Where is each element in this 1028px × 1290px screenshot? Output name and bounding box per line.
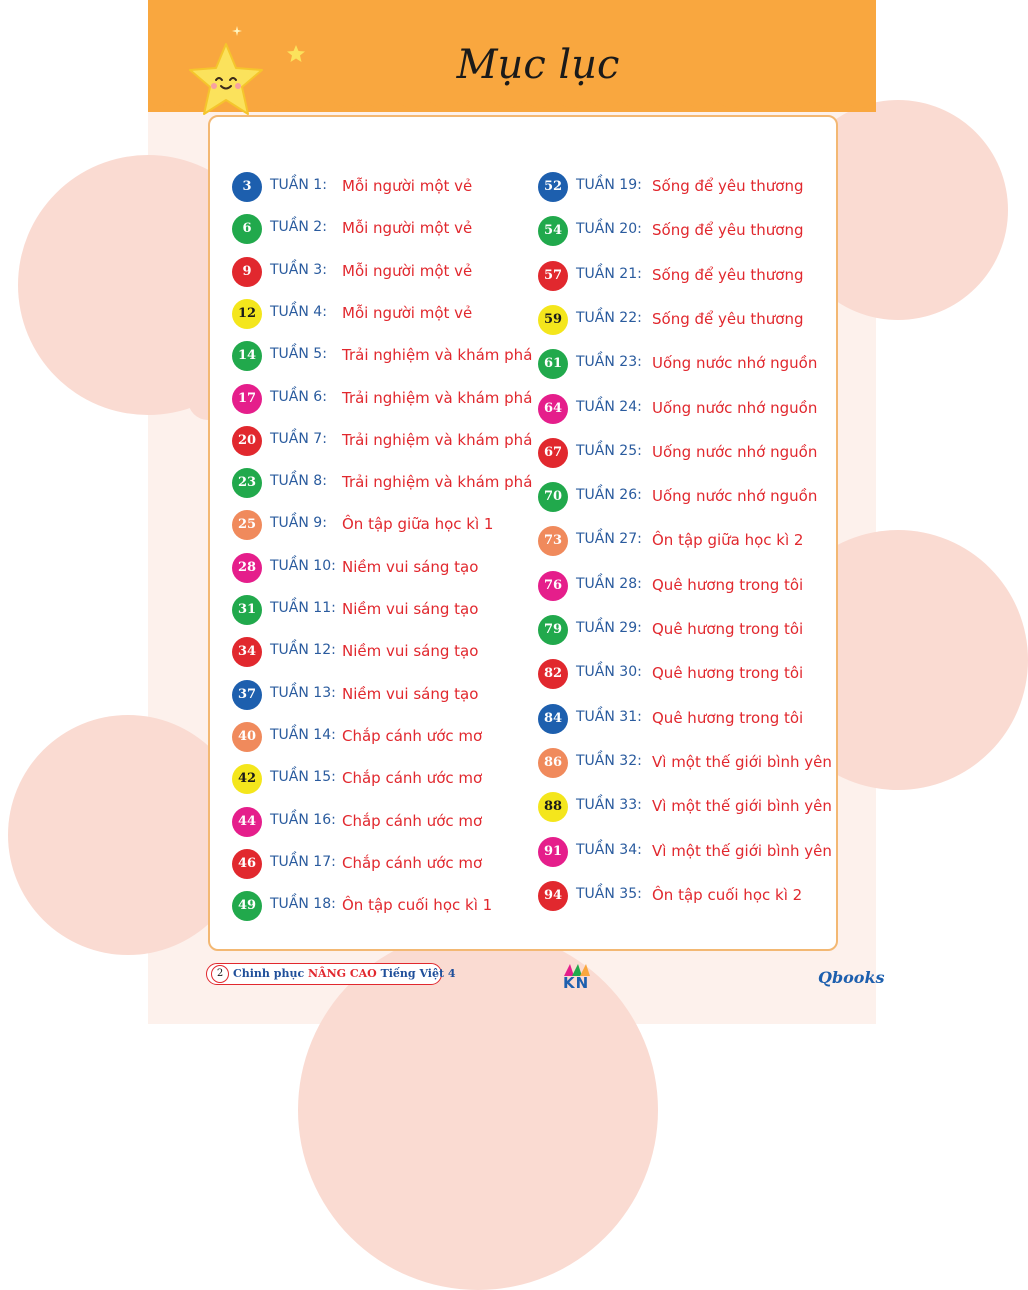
publisher-logo-kn <box>560 964 596 994</box>
topic-title: Niềm vui sáng tạo <box>342 642 479 661</box>
toc-entry[interactable] <box>232 553 532 583</box>
page-number-badge: 40 <box>232 722 262 752</box>
topic-title: Mỗi người một vẻ <box>342 261 473 280</box>
topic-title: Sống để yêu thương <box>652 177 804 195</box>
page-number-badge: 73 <box>538 526 568 556</box>
toc-entry[interactable] <box>538 704 838 734</box>
page-number-badge: 3 <box>232 172 262 202</box>
toc-entry[interactable] <box>538 881 838 911</box>
week-label: TUẦN 24: <box>576 398 642 415</box>
topic-title: Chắp cánh ước mơ <box>342 853 483 872</box>
topic-title: Chắp cánh ước mơ <box>342 726 483 745</box>
week-label: TUẦN 12: <box>270 642 336 659</box>
page-number-badge: 70 <box>538 482 568 512</box>
week-label: TUẦN 20: <box>576 221 642 238</box>
topic-title: Chắp cánh ước mơ <box>342 811 483 830</box>
week-label: TUẦN 11: <box>270 600 336 616</box>
toc-entry[interactable] <box>538 216 838 246</box>
toc-entry[interactable] <box>538 659 838 689</box>
toc-entry[interactable] <box>232 637 532 667</box>
page-number-badge: 79 <box>538 615 568 645</box>
publisher-logo-qbooks: Qbooks <box>818 968 885 987</box>
toc-entry[interactable] <box>232 172 532 202</box>
toc-entry[interactable] <box>538 482 838 512</box>
topic-title: Chắp cánh ước mơ <box>342 769 483 788</box>
topic-title: Niềm vui sáng tạo <box>342 600 479 618</box>
page-number-badge: 28 <box>232 553 262 583</box>
week-label: TUẦN 27: <box>576 531 642 548</box>
week-label: TUẦN 5: <box>270 346 327 363</box>
page-number-badge: 14 <box>232 341 262 371</box>
star-mascot-icon <box>186 40 266 120</box>
page-number-badge: 91 <box>538 837 568 867</box>
toc-entry[interactable] <box>232 299 532 329</box>
toc-entry[interactable] <box>232 595 532 625</box>
tiny-star-icon <box>232 26 242 36</box>
toc-entry[interactable] <box>232 384 532 414</box>
book-title-suffix: Tiếng Việt 4 <box>376 967 456 980</box>
page-title: Mục lục <box>456 42 620 88</box>
toc-entry[interactable] <box>538 305 838 335</box>
page-number-badge: 9 <box>232 257 262 287</box>
week-label: TUẦN 31: <box>576 708 642 725</box>
week-label: TUẦN 7: <box>270 430 327 447</box>
week-label: TUẦN 30: <box>576 664 642 681</box>
toc-entry[interactable] <box>538 615 838 645</box>
page-number: 2 <box>211 965 229 983</box>
week-label: TUẦN 17: <box>270 853 336 870</box>
week-label: TUẦN 18: <box>270 896 336 913</box>
book-page <box>148 0 885 1024</box>
page-number-badge: 88 <box>538 792 568 822</box>
topic-title: Quê hương trong tôi <box>652 708 804 727</box>
week-label: TUẦN 29: <box>576 620 642 636</box>
topic-title: Niềm vui sáng tạo <box>342 557 479 576</box>
page-number-badge: 37 <box>232 680 262 710</box>
page-number-badge: 64 <box>538 394 568 424</box>
book-title-highlight: NÂNG CAO <box>307 967 377 980</box>
topic-title: Sống để yêu thương <box>652 221 804 240</box>
page-number-badge: 61 <box>538 349 568 379</box>
week-label: TUẦN 14: <box>270 726 336 743</box>
page-number-badge: 76 <box>538 571 568 601</box>
page-number-badge: 94 <box>538 881 568 911</box>
page-number-badge: 44 <box>232 807 262 837</box>
topic-title: Niềm vui sáng tạo <box>342 684 479 703</box>
week-label: TUẦN 32: <box>576 752 642 769</box>
week-label: TUẦN 35: <box>576 885 642 902</box>
topic-title: Uống nước nhớ nguồn <box>652 398 818 417</box>
page-number-badge: 42 <box>232 764 262 794</box>
topic-title: Ôn tập cuối học kì 1 <box>342 896 493 915</box>
page-number-badge: 46 <box>232 849 262 879</box>
topic-title: Mỗi người một vẻ <box>342 177 473 195</box>
toc-entry[interactable] <box>538 172 838 202</box>
toc-entry[interactable] <box>538 349 838 379</box>
topic-title: Quê hương trong tôi <box>652 575 804 594</box>
toc-entry[interactable] <box>538 438 838 468</box>
topic-title: Trải nghiệm và khám phá <box>342 473 533 492</box>
page-number-badge: 54 <box>538 216 568 246</box>
topic-title: Quê hương trong tôi <box>652 664 804 683</box>
topic-title: Vì một thế giới bình yên <box>652 797 832 816</box>
toc-entry[interactable] <box>232 680 532 710</box>
topic-title: Trải nghiệm và khám phá <box>342 346 533 365</box>
page-number-badge: 12 <box>232 299 262 329</box>
topic-title: Quê hương trong tôi <box>652 620 804 638</box>
topic-title: Uống nước nhớ nguồn <box>652 487 818 506</box>
topic-title: Uống nước nhớ nguồn <box>652 442 818 461</box>
toc-entry[interactable] <box>232 849 532 879</box>
page-number-badge: 57 <box>538 261 568 291</box>
book-title-prefix: Chinh phục <box>233 967 308 980</box>
week-label: TUẦN 3: <box>270 261 327 278</box>
page-number-badge: 82 <box>538 659 568 689</box>
page-number-badge: 49 <box>232 891 262 921</box>
week-label: TUẦN 19: <box>576 177 642 193</box>
week-label: TUẦN 23: <box>576 354 642 371</box>
week-label: TUẦN 10: <box>270 557 336 574</box>
week-label: TUẦN 9: <box>270 515 327 532</box>
topic-title: Mỗi người một vẻ <box>342 303 473 322</box>
toc-entry[interactable] <box>232 214 532 244</box>
toc-entry[interactable] <box>232 510 532 540</box>
page-number-badge: 23 <box>232 468 262 498</box>
toc-entry[interactable] <box>538 748 838 778</box>
footer-book-title <box>206 963 456 985</box>
week-label: TUẦN 25: <box>576 442 642 459</box>
topic-title: Vì một thế giới bình yên <box>652 752 832 771</box>
page-number-badge: 84 <box>538 704 568 734</box>
toc-entry[interactable] <box>538 394 838 424</box>
page-number-badge: 59 <box>538 305 568 335</box>
week-label: TUẦN 4: <box>270 303 327 320</box>
page-number-badge: 86 <box>538 748 568 778</box>
toc-entry[interactable] <box>538 571 838 601</box>
topic-title: Ôn tập giữa học kì 1 <box>342 515 494 534</box>
toc-entry[interactable] <box>232 468 532 498</box>
toc-card <box>208 115 838 951</box>
week-label: TUẦN 26: <box>576 487 642 504</box>
topic-title: Mỗi người một vẻ <box>342 219 473 238</box>
page-number-badge: 52 <box>538 172 568 202</box>
week-label: TUẦN 33: <box>576 797 642 814</box>
toc-entry[interactable] <box>232 891 532 921</box>
page-number-badge: 67 <box>538 438 568 468</box>
page-number-badge: 20 <box>232 426 262 456</box>
topic-title: Uống nước nhớ nguồn <box>652 354 818 373</box>
week-label: TUẦN 21: <box>576 265 642 282</box>
week-label: TUẦN 1: <box>270 177 327 193</box>
week-label: TUẦN 15: <box>270 769 336 786</box>
topic-title: Trải nghiệm và khám phá <box>342 430 533 449</box>
toc-entry[interactable] <box>538 792 838 822</box>
page-number-badge: 34 <box>232 637 262 667</box>
topic-title: Sống để yêu thương <box>652 265 804 284</box>
week-label: TUẦN 34: <box>576 841 642 858</box>
topic-title: Ôn tập cuối học kì 2 <box>652 885 803 904</box>
small-star-icon <box>286 44 306 64</box>
toc-entry[interactable] <box>538 261 838 291</box>
page-number-badge: 6 <box>232 214 262 244</box>
week-label: TUẦN 13: <box>270 684 336 701</box>
toc-entry[interactable] <box>232 722 532 752</box>
week-label: TUẦN 6: <box>270 388 327 405</box>
toc-entry[interactable] <box>232 341 532 371</box>
page-number-badge: 31 <box>232 595 262 625</box>
toc-entry[interactable] <box>538 837 838 867</box>
toc-entry[interactable] <box>232 257 532 287</box>
page-number-badge: 17 <box>232 384 262 414</box>
week-label: TUẦN 16: <box>270 811 336 828</box>
toc-entry[interactable] <box>232 426 532 456</box>
topic-title: Trải nghiệm và khám phá <box>342 388 533 407</box>
topic-title: Sống để yêu thương <box>652 309 804 328</box>
week-label: TUẦN 2: <box>270 219 327 236</box>
toc-entry[interactable] <box>232 764 532 794</box>
page-number-badge: 25 <box>232 510 262 540</box>
toc-entry[interactable] <box>538 526 838 556</box>
logo-kn-text: KN <box>563 974 590 992</box>
toc-entry[interactable] <box>232 807 532 837</box>
week-label: TUẦN 28: <box>576 575 642 592</box>
week-label: TUẦN 22: <box>576 309 642 326</box>
week-label: TUẦN 8: <box>270 473 327 490</box>
topic-title: Ôn tập giữa học kì 2 <box>652 531 804 550</box>
topic-title: Vì một thế giới bình yên <box>652 841 832 860</box>
